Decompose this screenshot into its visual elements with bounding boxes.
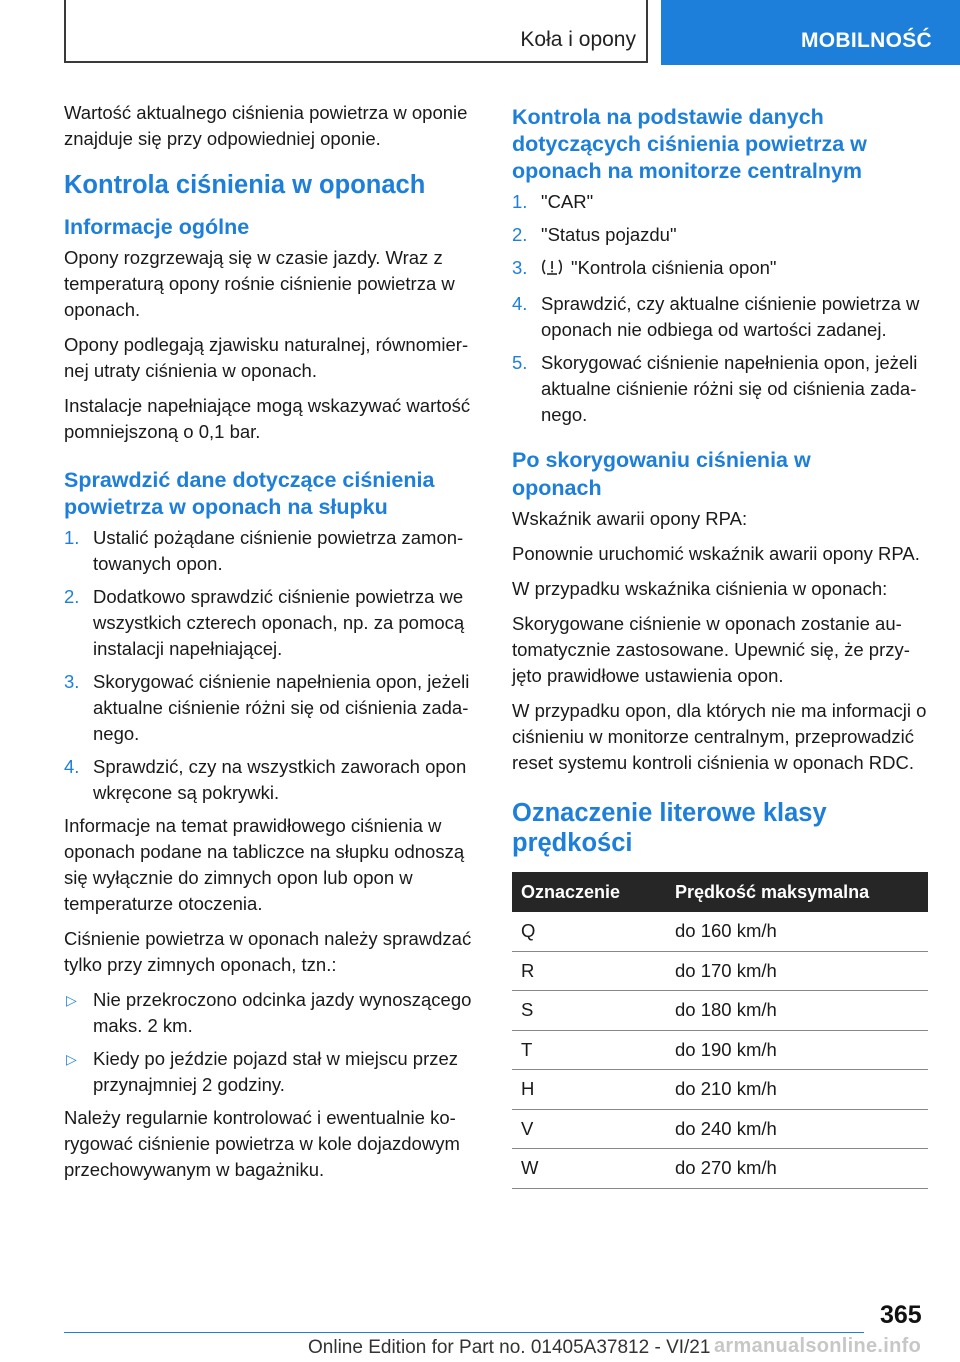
paragraph: Należy regularnie kontrolować i ewentualnie korygować ciśnienie powietrza w kole dojazdowym przechowywanym w bagażniku. <box>64 1107 460 1180</box>
table-header-row <box>512 872 928 912</box>
step-text: Sprawdzić, czy na wszystkich zaworach opon wkręcone są pokrywki. <box>93 756 467 803</box>
heading-speed-rating: Oznaczenie literowe klasy prędkości <box>512 799 827 857</box>
step-number: 3. <box>512 257 528 278</box>
list-item <box>64 987 480 1039</box>
step-text: Skorygować ciśnienie napełnienia opon, jeżeli aktualne ciśnienie różni się od ciśnienia zadanego. <box>541 352 918 425</box>
steps-list <box>64 525 480 806</box>
paragraph: Informacje na temat prawidłowego ciśnienia w oponach podane na tabliczce na słupku odnoszą się wyłącznie do zimnych opon lub opon w temperaturze otoczenia. <box>64 815 465 914</box>
table-row <box>512 951 928 991</box>
page-number: 365 <box>880 1301 922 1329</box>
cell-speed: do 240 km/h <box>666 1109 928 1149</box>
step-number: 4. <box>64 756 80 777</box>
cell-letter: H <box>512 1070 666 1110</box>
table-row <box>512 1149 928 1189</box>
table-row <box>512 1070 928 1110</box>
footer-edition-text: Online Edition for Part no. 01405A37812 - VI/21 <box>308 1337 711 1358</box>
paragraph: Ciśnienie powietrza w oponach należy sprawdzać tylko przy zimnych oponach, tzn.: <box>64 928 472 975</box>
list-item <box>64 754 480 806</box>
paragraph: Wskaźnik awarii opony RPA: <box>512 508 748 529</box>
paragraph: W przypadku opon, dla których nie ma informacji o ciśnieniu w monitorze centralnym, przeprowadzić reset systemu kontroli ciśnienia w oponach RDC. <box>512 700 927 773</box>
watermark: armanualsonline.info <box>714 1335 922 1357</box>
step-number: 2. <box>512 224 528 245</box>
steps-list <box>512 189 928 428</box>
list-item <box>512 255 928 284</box>
step-text: "Status pojazdu" <box>541 224 677 245</box>
heading-central-monitor-check: Kontrola na podstawie danych dotyczących ciśnienia powietrza w oponach na monitorze centralnym <box>512 105 867 183</box>
cell-letter: V <box>512 1109 666 1149</box>
triangle-bullet-icon: ▷ <box>66 1051 77 1067</box>
table-row <box>512 1109 928 1149</box>
cell-speed: do 170 km/h <box>666 951 928 991</box>
list-item <box>64 669 480 747</box>
cell-letter: R <box>512 951 666 991</box>
paragraph: W przypadku wskaźnika ciśnienia w oponach: <box>512 578 888 599</box>
cell-letter: W <box>512 1149 666 1189</box>
paragraph: Opony podlegają zjawisku naturalnej, równomiernej utraty ciśnienia w oponach. <box>64 334 469 381</box>
cell-letter: T <box>512 1030 666 1070</box>
heading-after-correction: Po skorygowaniu ciśnienia w oponach <box>512 448 811 500</box>
step-text: "Kontrola ciśnienia opon" <box>571 257 777 278</box>
list-item <box>512 291 928 343</box>
footer-divider <box>64 1332 864 1333</box>
step-text: Ustalić pożądane ciśnienie powietrza zamontowanych opon. <box>93 527 464 574</box>
right-column <box>512 100 928 1189</box>
bullet-list <box>64 987 480 1098</box>
paragraph: Instalacje napełniające mogą wskazywać wartość pomniejszoną o 0,1 bar. <box>64 395 471 442</box>
column-header-max-speed: Prędkość maksymalna <box>666 872 928 912</box>
list-item <box>64 525 480 577</box>
step-text: Dodatkowo sprawdzić ciśnienie powietrza we wszystkich czterech oponach, np. za pomocą instalacji napełniającej. <box>93 586 465 659</box>
step-number: 5. <box>512 352 528 373</box>
cell-speed: do 270 km/h <box>666 1149 928 1189</box>
cell-letter: Q <box>512 912 666 951</box>
paragraph: Ponownie uruchomić wskaźnik awarii opony RPA. <box>512 543 920 564</box>
intro-paragraph: Wartość aktualnego ciśnienia powietrza w oponie znajduje się przy odpowiedniej oponie. <box>64 102 468 149</box>
step-number: 2. <box>64 586 80 607</box>
paragraph: Skorygowane ciśnienie w oponach zostanie automatycznie zastosowane. Upewnić się, że przyjęto prawidłowe ustawienia opon. <box>512 613 910 686</box>
heading-general-info: Informacje ogólne <box>64 215 250 239</box>
heading-check-pillar-data: Sprawdzić dane dotyczące ciśnienia powietrza w oponach na słupku <box>64 468 435 519</box>
list-item <box>512 189 928 215</box>
list-item <box>64 584 480 662</box>
table-row <box>512 1030 928 1070</box>
step-text: "CAR" <box>541 191 594 212</box>
list-item <box>512 350 928 428</box>
header-section-title: Koła i opony <box>520 28 636 51</box>
triangle-bullet-icon: ▷ <box>66 992 77 1008</box>
tire-pressure-warning-icon <box>541 257 563 284</box>
heading-tire-pressure-check: Kontrola ciśnienia w oponach <box>64 171 426 199</box>
cell-speed: do 210 km/h <box>666 1070 928 1110</box>
cell-speed: do 190 km/h <box>666 1030 928 1070</box>
step-number: 1. <box>64 527 80 548</box>
left-column <box>64 100 480 1192</box>
speed-rating-table <box>512 872 928 1189</box>
bullet-text: Nie przekroczono odcinka jazdy wynoszącego maks. 2 km. <box>93 989 472 1036</box>
cell-speed: do 160 km/h <box>666 912 928 951</box>
paragraph: Opony rozgrzewają się w czasie jazdy. Wraz z temperaturą opony rośnie ciśnienie powietrza w oponach. <box>64 247 455 320</box>
step-number: 1. <box>512 191 528 212</box>
cell-speed: do 180 km/h <box>666 991 928 1031</box>
step-text: Sprawdzić, czy aktualne ciśnienie powietrza w oponach nie odbiega od wartości zadanej. <box>541 293 920 340</box>
table-row <box>512 912 928 951</box>
list-item <box>64 1046 480 1098</box>
bullet-text: Kiedy po jeździe pojazd stał w miejscu przez przynajmniej 2 godziny. <box>93 1048 459 1095</box>
header-chapter-tab: MOBILNOŚĆ <box>661 0 960 65</box>
cell-letter: S <box>512 991 666 1031</box>
table-row <box>512 991 928 1031</box>
step-number: 4. <box>512 293 528 314</box>
step-text: Skorygować ciśnienie napełnienia opon, jeżeli aktualne ciśnienie różni się od ciśnienia zadanego. <box>93 671 470 744</box>
column-header-letter: Oznaczenie <box>512 872 666 912</box>
list-item <box>512 222 928 248</box>
step-number: 3. <box>64 671 80 692</box>
